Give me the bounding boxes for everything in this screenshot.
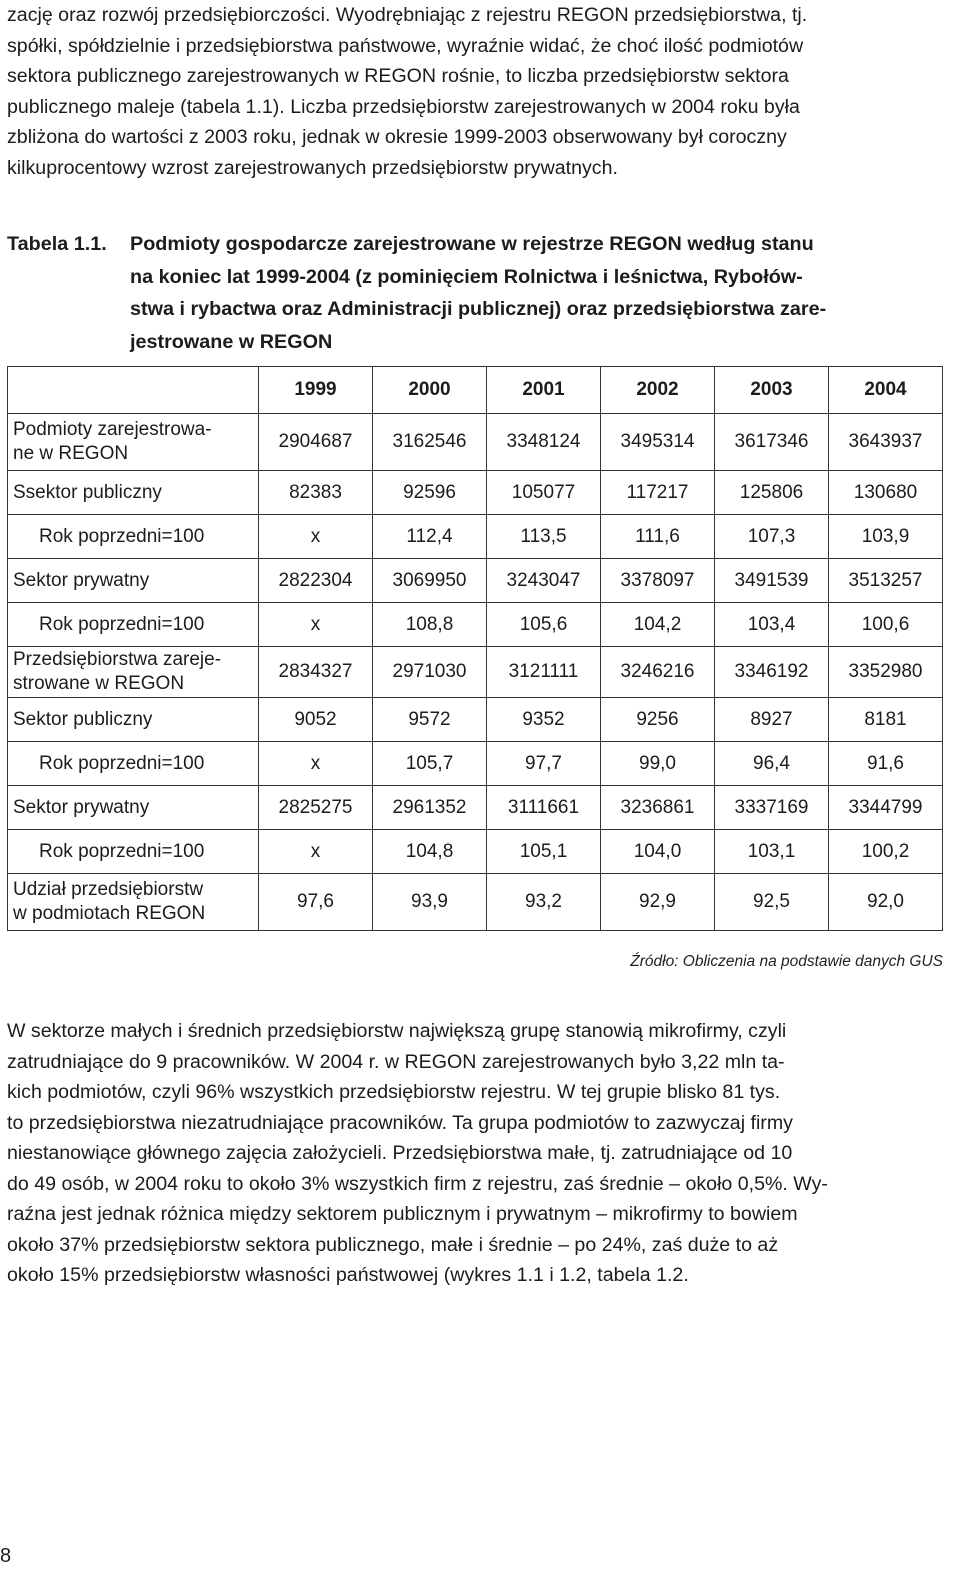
row-label: Udział przedsiębiorstw w podmiotach REGON [8, 874, 259, 931]
value-cell: 3643937 [829, 414, 943, 471]
year-header: 2002 [601, 367, 715, 414]
table-row [8, 559, 943, 603]
intro-paragraph [7, 0, 943, 183]
table-row [8, 515, 943, 559]
year-header: 2001 [487, 367, 601, 414]
row-label: Podmioty zarejestrowa- ne w REGON [8, 414, 259, 471]
value-cell: 92,9 [601, 874, 715, 931]
row-label: Rok poprzedni=100 [8, 515, 259, 559]
outro-line: do 49 osób, w 2004 roku to około 3% wszystkich firm z rejestru, zaś średnie – około 0,5%. Wy- [7, 1172, 828, 1195]
row-label: Rok poprzedni=100 [8, 742, 259, 786]
outro-line: W sektorze małych i średnich przedsiębiorstw największą grupę stanowią mikrofirmy, czyli [7, 1020, 787, 1042]
table-row [8, 471, 943, 515]
value-cell: 105,7 [373, 742, 487, 786]
value-cell: 104,8 [373, 830, 487, 874]
value-cell: 3069950 [373, 559, 487, 603]
value-cell: 105,1 [487, 830, 601, 874]
value-cell: 105077 [487, 471, 601, 515]
value-cell: 3513257 [829, 559, 943, 603]
value-cell: 3111661 [487, 786, 601, 830]
value-cell: 100,2 [829, 830, 943, 874]
regon-table [7, 366, 943, 931]
value-cell: 3495314 [601, 414, 715, 471]
value-cell: 9052 [259, 698, 373, 742]
value-cell: 125806 [715, 471, 829, 515]
value-cell: 3236861 [601, 786, 715, 830]
intro-line: publicznego maleje (tabela 1.1). Liczba przedsiębiorstw zarejestrowanych w 2004 roku była [7, 95, 800, 118]
value-cell: 96,4 [715, 742, 829, 786]
table-row [8, 742, 943, 786]
value-cell: 93,2 [487, 874, 601, 931]
row-label: Rok poprzedni=100 [8, 603, 259, 647]
value-cell: 112,4 [373, 515, 487, 559]
row-label: Przedsiębiorstwa zareje- strowane w REGON [8, 647, 259, 698]
value-cell: 104,2 [601, 603, 715, 647]
table-row [8, 786, 943, 830]
value-cell: 2961352 [373, 786, 487, 830]
value-cell: 3121111 [487, 647, 601, 698]
row-label: Sektor publiczny [8, 698, 259, 742]
value-cell: 103,1 [715, 830, 829, 874]
outro-paragraph [7, 1016, 943, 1291]
table-caption-line: na koniec lat 1999-2004 (z pominięciem Rolnictwa i leśnictwa, Rybołów- [130, 265, 803, 288]
table-caption-line: Podmioty gospodarcze zarejestrowane w rejestrze REGON według stanu [130, 233, 814, 255]
value-cell: x [259, 515, 373, 559]
value-cell: 3617346 [715, 414, 829, 471]
outro-line: niestanowiące głównego zajęcia założycieli. Przedsiębiorstwa małe, tj. zatrudniające od 10 [7, 1142, 793, 1164]
value-cell: 108,8 [373, 603, 487, 647]
value-cell: 8927 [715, 698, 829, 742]
value-cell: 104,0 [601, 830, 715, 874]
row-label: Sektor prywatny [8, 786, 259, 830]
value-cell: 105,6 [487, 603, 601, 647]
value-cell: 92,0 [829, 874, 943, 931]
value-cell: x [259, 742, 373, 786]
value-cell: 2825275 [259, 786, 373, 830]
value-cell: x [259, 603, 373, 647]
table-row [8, 603, 943, 647]
outro-line: to przedsiębiorstwa niezatrudniające pracowników. Ta grupa podmiotów to zazwyczaj firmy [7, 1111, 793, 1134]
value-cell: 91,6 [829, 742, 943, 786]
value-cell: 2904687 [259, 414, 373, 471]
value-cell: 3337169 [715, 786, 829, 830]
outro-line: około 15% przedsiębiorstw własności państwowej (wykres 1.1 i 1.2, tabela 1.2. [7, 1264, 689, 1286]
value-cell: 3344799 [829, 786, 943, 830]
value-cell: 92,5 [715, 874, 829, 931]
source-note: Źródło: Obliczenia na podstawie danych GUS [630, 953, 943, 970]
intro-line: kilkuprocentowy wzrost zarejestrowanych przedsiębiorstw prywatnych. [7, 156, 618, 179]
value-cell: 3348124 [487, 414, 601, 471]
intro-line: spółki, spółdzielnie i przedsiębiorstwa państwowe, wyraźnie widać, że choć ilość podmiotów [7, 34, 804, 57]
table-caption-label: Tabela 1.1. [7, 233, 107, 255]
outro-line: raźna jest jednak różnica między sektorem publicznym i prywatnym – mikrofirmy to bowiem [7, 1203, 798, 1225]
value-cell: 9352 [487, 698, 601, 742]
value-cell: 3162546 [373, 414, 487, 471]
value-cell: 113,5 [487, 515, 601, 559]
outro-line: około 37% przedsiębiorstw sektora publicznego, małe i średnie – po 24%, zaś duże to aż [7, 1233, 779, 1256]
value-cell: 2971030 [373, 647, 487, 698]
value-cell: 3491539 [715, 559, 829, 603]
table-caption-line: stwa i rybactwa oraz Administracji publicznej) oraz przedsiębiorstwa zare- [130, 298, 827, 320]
value-cell: 3378097 [601, 559, 715, 603]
value-cell: x [259, 830, 373, 874]
year-header: 2003 [715, 367, 829, 414]
table-row [8, 414, 943, 471]
row-label: Sektor prywatny [8, 559, 259, 603]
table-row [8, 830, 943, 874]
value-cell: 82383 [259, 471, 373, 515]
value-cell: 9572 [373, 698, 487, 742]
value-cell: 117217 [601, 471, 715, 515]
table-caption-line: jestrowane w REGON [130, 330, 333, 353]
value-cell: 3346192 [715, 647, 829, 698]
value-cell: 3246216 [601, 647, 715, 698]
intro-line: sektora publicznego zarejestrowanych w REGON rośnie, to liczba przedsiębiorstw sektora [7, 65, 789, 87]
table-row [8, 874, 943, 931]
value-cell: 92596 [373, 471, 487, 515]
value-cell: 99,0 [601, 742, 715, 786]
table-caption [7, 228, 943, 358]
value-cell: 3243047 [487, 559, 601, 603]
intro-line: zbliżona do wartości z 2003 roku, jednak w okresie 1999-2003 obserwowany był coroczny [7, 126, 787, 148]
page-number: 8 [0, 1545, 12, 1567]
year-header: 2000 [373, 367, 487, 414]
table-header-row [8, 367, 943, 414]
value-cell: 97,7 [487, 742, 601, 786]
table-row [8, 647, 943, 698]
header-empty-cell [8, 367, 259, 414]
intro-line: zację oraz rozwój przedsiębiorczości. Wyodrębniając z rejestru REGON przedsiębiorstwa, tj. [7, 4, 808, 26]
row-label: Rok poprzedni=100 [8, 830, 259, 874]
value-cell: 2834327 [259, 647, 373, 698]
value-cell: 111,6 [601, 515, 715, 559]
value-cell: 3352980 [829, 647, 943, 698]
year-header: 2004 [829, 367, 943, 414]
value-cell: 107,3 [715, 515, 829, 559]
value-cell: 103,4 [715, 603, 829, 647]
value-cell: 9256 [601, 698, 715, 742]
value-cell: 2822304 [259, 559, 373, 603]
year-header: 1999 [259, 367, 373, 414]
value-cell: 93,9 [373, 874, 487, 931]
value-cell: 97,6 [259, 874, 373, 931]
value-cell: 100,6 [829, 603, 943, 647]
outro-line: kich podmiotów, czyli 96% wszystkich przedsiębiorstw rejestru. W tej grupie blisko 81 tys. [7, 1081, 781, 1103]
value-cell: 130680 [829, 471, 943, 515]
table-row [8, 698, 943, 742]
value-cell: 103,9 [829, 515, 943, 559]
value-cell: 8181 [829, 698, 943, 742]
outro-line: zatrudniające do 9 pracowników. W 2004 r. w REGON zarejestrowanych było 3,22 mln ta- [7, 1050, 785, 1073]
row-label: Ssektor publiczny [8, 471, 259, 515]
